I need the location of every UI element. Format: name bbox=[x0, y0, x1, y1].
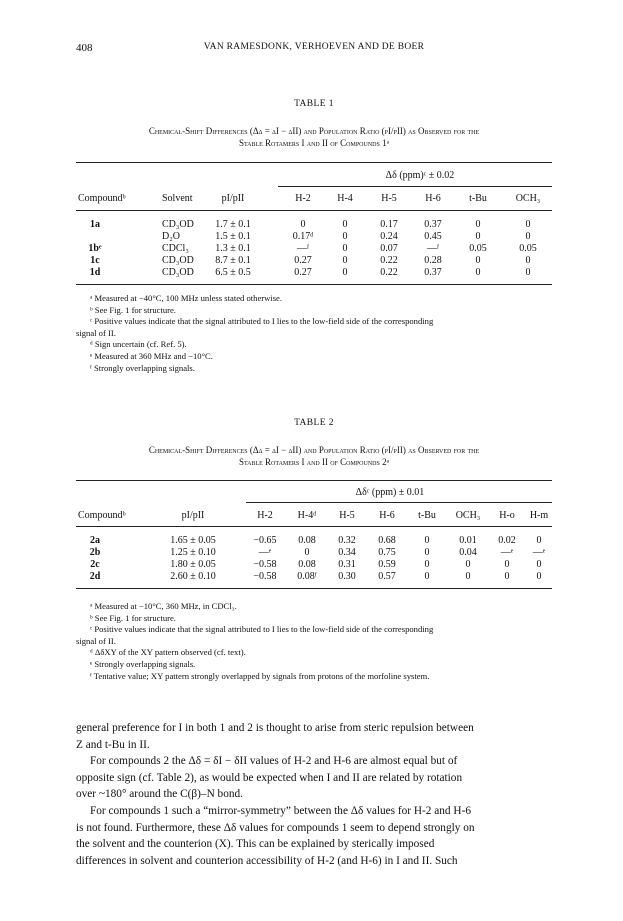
table1-footnote: ᵉ Measured at 360 MHz and −10°C. bbox=[90, 350, 213, 361]
page-header bbox=[76, 42, 552, 56]
table1-footnotes bbox=[76, 293, 552, 374]
body-line: the solvent and the counterion (X). This can be explained by sterically imposed bbox=[76, 838, 435, 851]
table2-footnote: ᶠ Tentative value; XY pattern strongly overlapped by signals from protons of the morfoline system. bbox=[90, 670, 430, 681]
table1-label: TABLE 1 bbox=[294, 99, 334, 109]
table1-header-och3: OCH₃ bbox=[515, 193, 541, 204]
table2-header-h2: H-2 bbox=[257, 510, 273, 521]
table1-footnote: signal of II. bbox=[76, 327, 116, 338]
table1-top-rule bbox=[76, 162, 552, 163]
table1-header-h5: H-5 bbox=[381, 193, 397, 204]
table1-spanner: Δδ (ppm)ᶜ ± 0.02 bbox=[385, 170, 455, 181]
running-head: VAN RAMESDONK, VERHOEVEN AND DE BOER bbox=[203, 42, 425, 52]
table2-footnote: ᵉ Strongly overlapping signals. bbox=[90, 658, 196, 669]
body-line: opposite sign (cf. Table 2), as would be expected when I and II are related by rotation bbox=[76, 771, 463, 784]
table2-top-rule bbox=[76, 480, 552, 481]
table1-header-rule bbox=[76, 210, 552, 211]
journal-page: 408 VAN RAMESDONK, VERHOEVEN AND DE BOER TABLE 1 Chemical-Shift Differences (Δδ = δI − δII) and Population Ratio (pI/pII) as Observed for the Stable Rotamers I and II of Compounds 1ᵃ Δδ (ppm)ᶜ ± 0.02 Compoundᵇ Solvent pI/pII H-2 H-4 H-5 H-6 t-Bu OCH₃ 1a CD₃OD 1.7 ± 0.1 0 0 0.17 0.37 0 0 D₂O 1.5 ± 0.1 0.17ᵈ 0 0.24 0.45 0 0 1bᵉ CDCl₃ 1.3 ± 0.1 —ᶠ 0 0.07 —ᶠ 0.05 0.05 1c CD₃OD 8.7 ± 0.1 0.27 0 0.22 0.28 0 0 1d CD₃OD 6.5 ± 0.5 0.27 0 0.22 0.37 0 0 ᵃ Measured at −40°C, 100 MHz unless stated otherwise. ᵇ See Fig. 1 for structure. ᶜ Positive values indicate that the signal attributed to I lies to the low-field side of the corresponding signal of II. ᵈ Sign uncertain (cf. Ref. 5). ᵉ Measured at 360 MHz and −10°C. ᶠ Strongly overlapping signals. TABLE 2 Chemical-Shift Differences (Δδ = δI − δII) and Population Ratio (pI/pII) as Observed for the Stable Rotamers I and II of Compounds 2ᵃ Δδᶜ (ppm) ± 0.01 Compoundᵇ pI/pII H-2 H-4ᵈ H-5 H-6 t-Bu OCH₃ H-o H-m 2a 1.65 ± 0.05 −0.65 0.08 0.32 0.68 0 0.01 0.02 0 2b 1.25 ± 0.10 —ᵉ 0 0.34 0.75 0 0.04 —ᵉ —ᵉ 2c 1.80 ± 0.05 −0.58 0.08 0.31 0.59 0 0 0 0 2d 2.60 ± 0.10 −0.58 0.08ᶠ 0.30 0.57 0 0 0 0 ᵃ Measured at −10°C, 360 MHz, in CDCl₃. ᵇ See Fig. 1 for structure. ᶜ Positive values indicate that the signal attributed to I lies to the low-field side of the corresponding signal of II. ᵈ ΔδXY of the XY pattern observed (cf. text). ᵉ Strongly overlapping signals. ᶠ Tentative value; XY pattern strongly overlapped by signals from protons of the morfoline system. general preference for I in both 1 and 2 is thought to arise from steric repulsion between Z and t-Bu in II. For compounds 2 the Δδ = δI − δII values of H-2 and H-6 are almost equal but of opposite sign (cf. Table 2), as would be expected when I and II are related by rotation over ~180° around the C(β)–N bond. For compounds 1 such a “mirror-symmetry” between the Δδ values for H-2 and H-6 is not found. Furthermore, these Δδ values for compounds 1 seem to depend strongly on the solvent and the counterion (X). This can be explained by sterically imposed differences in solvent and counterion accessibility of H-2 (and H-6) in I and II. Such bbox=[0, 0, 623, 921]
body-line: Z and t-Bu in II. bbox=[76, 738, 150, 751]
table2-header-ho: H-o bbox=[499, 510, 515, 521]
table1-footnote: ᵇ See Fig. 1 for structure. bbox=[90, 304, 176, 315]
body-text bbox=[76, 720, 552, 869]
body-line: is not found. Furthermore, these Δδ values for compounds 1 seem to depend strongly on bbox=[76, 821, 475, 834]
table2-footnote: signal of II. bbox=[76, 635, 116, 646]
table1-footnote: ᶜ Positive values indicate that the signal attributed to I lies to the low-field side of the corresponding bbox=[90, 316, 434, 327]
table2-header-rule bbox=[76, 526, 552, 527]
table1-footnote: ᶠ Strongly overlapping signals. bbox=[90, 362, 195, 373]
table1-header-h2: H-2 bbox=[295, 193, 311, 204]
table2-header-tbu: t-Bu bbox=[418, 510, 436, 521]
table2-footnote: ᵃ Measured at −10°C, 360 MHz, in CDCl₃. bbox=[90, 601, 237, 611]
table2-spanner-rule bbox=[246, 502, 552, 503]
table2-header-hm: H-m bbox=[529, 510, 549, 521]
page-number: 408 bbox=[76, 42, 93, 54]
table2-header-h4: H-4ᵈ bbox=[297, 510, 317, 521]
body-line: For compounds 1 such a “mirror-symmetry” between the Δδ values for H-2 and H-6 bbox=[90, 804, 471, 817]
table2-spanner: Δδᶜ (ppm) ± 0.01 bbox=[355, 487, 425, 498]
table2-footnote: ᵈ ΔδXY of the XY pattern observed (cf. text). bbox=[90, 647, 246, 658]
table2-footnote: ᵇ See Fig. 1 for structure. bbox=[90, 612, 176, 623]
table1-caption-line2: Stable Rotamers I and II of Compounds 1ᵃ bbox=[238, 138, 390, 148]
table1-caption-line1: Chemical-Shift Differences (Δδ = δI − δII) and Population Ratio (pI/pII) as Observed for the bbox=[148, 126, 480, 136]
table1-bottom-rule bbox=[76, 284, 552, 285]
table1-header-tbu: t-Bu bbox=[469, 193, 487, 204]
table1-spanner-rule bbox=[278, 186, 552, 187]
table2-caption-line1: Chemical-Shift Differences (Δδ = δI − δII) and Population Ratio (pI/pII) as Observed for the bbox=[148, 445, 480, 455]
body-line: differences in solvent and counterion accessibility of H-2 (and H-6) in I and II. Such bbox=[76, 854, 458, 867]
table2-header-h6: H-6 bbox=[379, 510, 395, 521]
table2-label: TABLE 2 bbox=[294, 418, 334, 428]
table1-header-ratio: pI/pII bbox=[221, 193, 245, 204]
body-line: general preference for I in both 1 and 2 is thought to arise from steric repulsion between bbox=[76, 722, 474, 734]
table1-header-h4: H-4 bbox=[337, 193, 353, 204]
table1-header-solvent: Solvent bbox=[162, 193, 193, 204]
table2-caption-line2: Stable Rotamers I and II of Compounds 2ᵃ bbox=[238, 457, 390, 467]
table2-footnotes bbox=[76, 601, 552, 682]
body-line: over ~180° around the C(β)–N bond. bbox=[76, 788, 243, 801]
table1-header-compound: Compoundᵇ bbox=[78, 193, 126, 204]
table1-header-h6: H-6 bbox=[425, 193, 441, 204]
table2-header-h5: H-5 bbox=[339, 510, 355, 521]
table2-bottom-rule bbox=[76, 588, 552, 589]
table1-footnote: ᵈ Sign uncertain (cf. Ref. 5). bbox=[90, 339, 187, 350]
table1-footnote: ᵃ Measured at −40°C, 100 MHz unless stated otherwise. bbox=[90, 293, 283, 303]
table2-header-och3: OCH₃ bbox=[455, 510, 481, 521]
table2-header-compound: Compoundᵇ bbox=[78, 510, 126, 521]
table2-footnote: ᶜ Positive values indicate that the signal attributed to I lies to the low-field side of the corresponding bbox=[90, 624, 434, 635]
body-line: For compounds 2 the Δδ = δI − δII values of H-2 and H-6 are almost equal but of bbox=[90, 755, 458, 768]
table2-header-ratio: pI/pII bbox=[181, 510, 205, 521]
